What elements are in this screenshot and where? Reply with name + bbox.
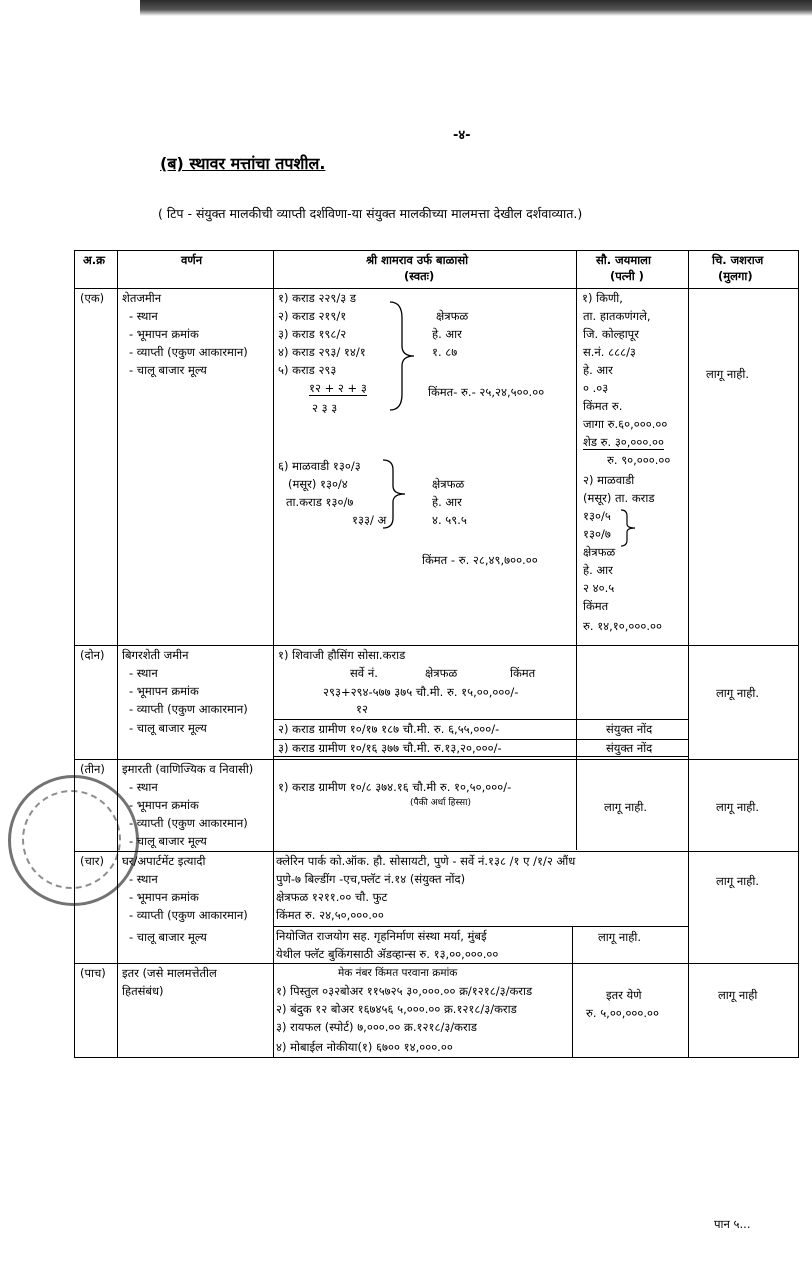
row1-wife-line8: जागा रु.६०,०००.०० xyxy=(583,417,668,431)
row1-brace-1 xyxy=(388,300,418,412)
row2-col-price: किंमत xyxy=(510,666,536,680)
row2-self-line6: ३) कराड ग्रामीण १०/१६ ३७७ चौ.मी. रु.१३,२०,०००/- xyxy=(278,741,502,755)
row1-wife-line10: रु. ९०,०००.०० xyxy=(607,453,671,467)
header-description: वर्णन xyxy=(181,253,203,267)
row5-wife-line1: इतर येणे xyxy=(606,988,642,1002)
row1-wife-line11: २) माळवाडी xyxy=(583,473,635,487)
row1-wife-line18: किंमत xyxy=(583,599,609,613)
row1-wife-line5: हे. आर xyxy=(583,363,613,377)
row2-son-status: लागू नाही. xyxy=(716,686,760,700)
row1-wife-line6: ० .०३ xyxy=(583,381,609,395)
row4-field-value: - चालू बाजार मूल्य xyxy=(129,930,207,944)
row2-field-location: - स्थान xyxy=(129,666,158,680)
row1-self-malwadi-2: (मसूर) १३०/४ xyxy=(288,477,348,491)
row1-self-line5: ५) कराड २९३ xyxy=(278,363,337,377)
header-self-relation: (स्वतः) xyxy=(404,269,435,283)
row5-son-status: लागू नाही xyxy=(718,988,758,1002)
row4-number: (चार) xyxy=(80,854,104,868)
row3-title: इमारती (वाणिज्यिक व निवासी) xyxy=(122,762,254,776)
row1-wife-line1: १) किणी, xyxy=(582,291,623,305)
row1-price: किंमत- रु.- २५,२४,५००.०० xyxy=(428,385,545,399)
row3-son-status: लागू नाही. xyxy=(716,800,760,814)
row3-self-share: (पैकी अर्धा हिस्सा) xyxy=(410,798,471,808)
row1-area-label: क्षेत्रफळ xyxy=(436,309,469,323)
row1-wife-line19: रु. १४,१०,०००.०० xyxy=(583,619,662,633)
row1-wife-line4: स.नं. ८८८/३ xyxy=(583,345,636,359)
header-son-name: चि. जशराज xyxy=(712,253,764,267)
row3-field-extent: - व्याप्ती (एकुण आकारमान) xyxy=(129,816,248,830)
row4-son-status: लागू नाही. xyxy=(716,874,760,888)
row2-self-line5: २) कराड ग्रामीण १०/१७ १८७ चौ.मी. रु. ६,५५,०००/- xyxy=(278,722,500,736)
row4-field-extent: - व्याप्ती (एकुण आकारमान) xyxy=(129,908,248,922)
office-seal-inner-ring xyxy=(22,790,121,889)
row1-wife-line14: १३०/७ xyxy=(583,527,611,541)
row1-field-location: - स्थान xyxy=(129,309,158,323)
row2-self-line4: १२ xyxy=(356,702,368,716)
row1-wife-line12: (मसूर) ता. कराड xyxy=(583,491,655,505)
row1-wife-line7: किंमत रु. xyxy=(583,399,623,413)
row1-self-malwadi-3: ता.कराड १३०/७ xyxy=(286,495,354,509)
row1-self-malwadi-1: ६) माळवाडी १३०/३ xyxy=(278,459,361,473)
header-wife-name: सौ. जयमाला xyxy=(596,253,651,267)
row1-field-survey: - भूमापन क्रमांक xyxy=(129,327,199,341)
row2-wife-joint-2: संयुक्त नोंद xyxy=(606,741,653,755)
row4-self-line4: किंमत रु. २४,५०,०००.०० xyxy=(276,908,384,922)
row1-area-value: १. ८७ xyxy=(432,345,458,359)
row4-self-line6: येथील फ्लॅट बुकिंगसाठी ॲडव्हान्स रु. १३,००,०००.०० xyxy=(276,947,499,961)
row1-fraction-top: १२ + २ + ३ xyxy=(309,381,367,395)
row1-price2: किंमत - रु. २८,४९,७००.०० xyxy=(422,553,538,567)
row5-item-2: २) बंदुक १२ बोअर १६७४५६ ५,०००.०० क्र.१२१८/३/कराड xyxy=(276,1002,517,1016)
row2-wife-joint-1: संयुक्त नोंद xyxy=(606,722,653,736)
row1-brace-2 xyxy=(381,458,409,530)
row1-area2-value: ४. ५९.५ xyxy=(432,513,467,527)
row2-self-line1: १) शिवाजी हौसिंग सोसा.कराड xyxy=(278,648,406,662)
row1-self-line3: ३) कराड १९८/२ xyxy=(278,327,347,341)
row1-wife-brace xyxy=(619,508,639,548)
row2-field-survey: - भूमापन क्रमांक xyxy=(129,684,199,698)
row5-items-header: मेक नंबर किंमत परवाना क्रमांक xyxy=(338,967,458,979)
note-text: ( टिप - संयुक्त मालकीची व्याप्ती दर्शविणा-या संयुक्त मालकीच्या मालमत्ता देखील दर्शवाव्यात.) xyxy=(158,206,583,221)
row1-field-extent: - व्याप्ती (एकुण आकारमान) xyxy=(129,345,248,359)
row5-item-1: १) पिस्तुल ०३२बोअर ११५७२५ ३०,०००.०० क्र/१२१८/३/कराड xyxy=(276,984,533,998)
row4-field-survey: - भूमापन क्रमांक xyxy=(129,890,199,904)
row3-field-survey: - भूमापन क्रमांक xyxy=(129,798,199,812)
row4-title: घर/अपार्टमेंट इत्यादी xyxy=(122,854,206,868)
row5-item-3: ३) रायफल (स्पोर्ट) ७,०००.०० क्र.१२१८/३/कराड xyxy=(276,1020,477,1034)
scan-top-edge xyxy=(140,0,812,16)
row1-self-line2: २) कराड २१९/१ xyxy=(278,309,347,323)
row1-wife-line17: २ ४०.५ xyxy=(583,581,615,595)
row1-self-malwadi-4: १३३/ अ xyxy=(352,513,387,527)
row1-number: (एक) xyxy=(80,291,105,305)
row4-self-line3: क्षेत्रफळ १२११.०० चौ. फुट xyxy=(276,890,388,904)
row1-wife-line16: हे. आर xyxy=(583,563,613,577)
row2-field-value: - चालू बाजार मूल्य xyxy=(129,721,207,735)
row5-title-line1: इतर (जसे मालमत्तेतील xyxy=(122,966,217,980)
row1-wife-line2: ता. हातकणंगले, xyxy=(583,309,651,323)
row5-number: (पाच) xyxy=(80,966,106,980)
row2-title: बिगरशेती जमीन xyxy=(122,648,189,662)
row1-son-status: लागू नाही. xyxy=(706,367,750,381)
row2-number: (दोन) xyxy=(80,648,105,662)
row2-col-area: क्षेत्रफळ xyxy=(425,666,458,680)
row1-self-line1: १) कराड २२९/३ ड xyxy=(278,291,357,305)
row4-wife-status: लागू नाही. xyxy=(598,930,642,944)
row4-self-line5: नियोजित राजयोग सह. गृहनिर्माण संस्था मर्या, मुंबई xyxy=(276,929,487,943)
row1-field-value: - चालू बाजार मूल्य xyxy=(129,363,207,377)
row4-field-location: - स्थान xyxy=(129,872,158,886)
header-wife-relation: (पत्नी ) xyxy=(610,269,644,283)
row5-title-line2: हितसंबंध) xyxy=(122,984,164,998)
row3-field-location: - स्थान xyxy=(129,780,158,794)
row1-wife-line15: क्षेत्रफळ xyxy=(583,545,616,559)
row2-field-extent: - व्याप्ती (एकुण आकारमान) xyxy=(129,702,248,716)
row3-number: (तीन) xyxy=(80,762,105,776)
row1-fraction-bottom: २ ३ ३ xyxy=(312,401,338,415)
header-sr-no: अ.क्र xyxy=(83,253,105,267)
row1-area2-unit: हे. आर xyxy=(432,495,462,509)
section-heading: (ब) स्थावर मत्तांचा तपशील. xyxy=(160,154,326,173)
header-son-relation: (मुलगा) xyxy=(718,269,753,283)
row3-field-value: - चालू बाजार मूल्य xyxy=(129,834,207,848)
row2-self-line3: २९३+२९४-५७७ ३७५ चौ.मी. रु. १५,००,०००/- xyxy=(323,685,519,699)
page-number: -४- xyxy=(453,128,471,143)
row2-col-survey: सर्वे नं. xyxy=(350,666,378,680)
row1-self-line4: ४) कराड २९३/ १४/१ xyxy=(278,345,366,359)
header-self-name: श्री शामराव उर्फ बाळासो xyxy=(366,253,469,267)
row1-title: शेतजमीन xyxy=(122,291,162,305)
next-page-label: पान ५... xyxy=(714,1217,751,1231)
row5-wife-line2: रु. ५,००,०००.०० xyxy=(586,1006,659,1020)
row1-wife-line3: जि. कोल्हापूर xyxy=(583,327,639,341)
row1-wife-line9: शेड रु. ३०,०००.०० xyxy=(583,435,664,449)
row1-wife-line13: १३०/५ xyxy=(583,509,611,523)
row4-self-line1: क्लेरिन पार्क को.ऑक. हौ. सोसायटी, पुणे - सर्वे नं.१३८ /१ ए /१/२ औंध xyxy=(276,854,576,868)
row3-wife-status: लागू नाही. xyxy=(604,800,648,814)
row4-self-line2: पुणे-७ बिल्डींग -एच,फ्लॅट नं.१४ (संयुक्त नोंद) xyxy=(276,872,466,886)
row5-item-4: ४) मोबाईल नोकीया(१) ६७०० १४,०००.०० xyxy=(276,1040,453,1054)
row1-area2-label: क्षेत्रफळ xyxy=(432,477,465,491)
row1-area-unit: हे. आर xyxy=(432,327,462,341)
row3-self-line1: १) कराड ग्रामीण १०/८ ३७४.१६ चौ.मी रु. १०,५०,०००/- xyxy=(278,780,512,794)
